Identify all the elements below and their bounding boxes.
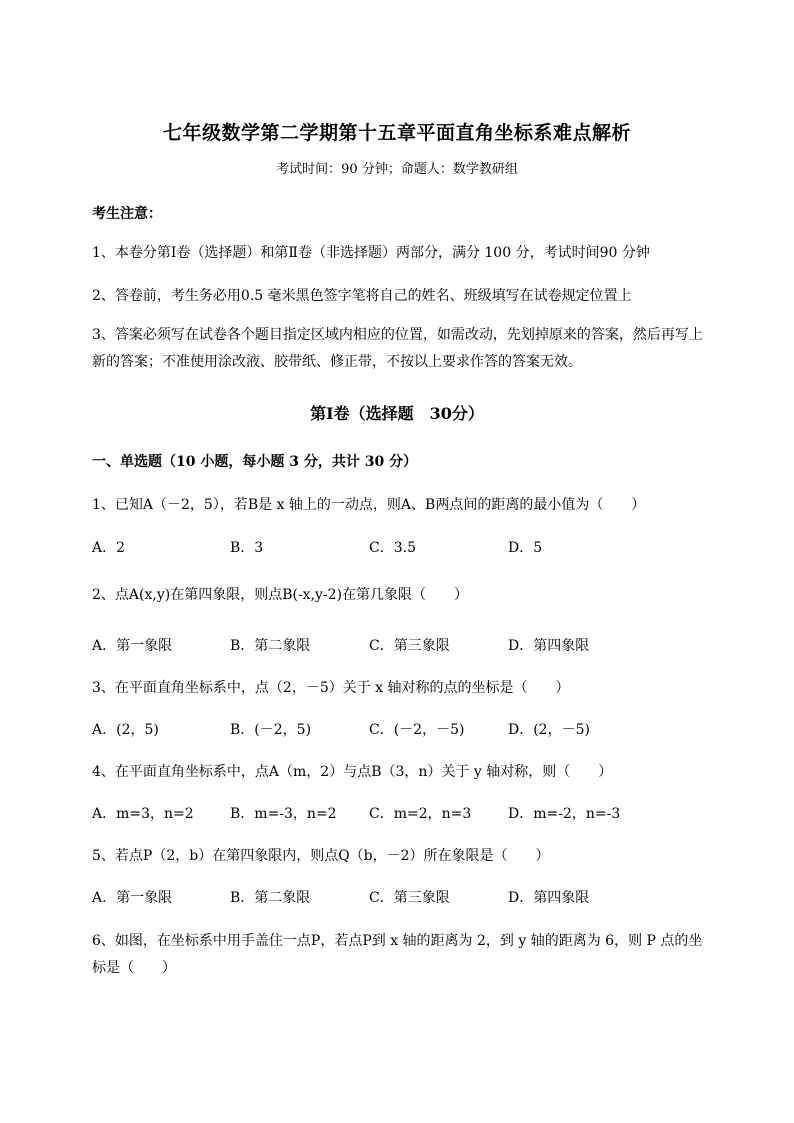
option-b: B．第二象限 <box>230 638 311 654</box>
option-b: B．3 <box>230 540 264 556</box>
question-stem: 2、点A(x,y)在第四象限，则点B(-x,y-2)在第几象限（ ） <box>92 587 469 603</box>
exam-meta: 考试时间：90 分钟；命题人：数学教研组 <box>276 162 518 177</box>
option-a: A．第一象限 <box>92 638 173 654</box>
option-d: D．m=-2，n=-3 <box>508 806 621 822</box>
option-c: C．第三象限 <box>369 890 450 906</box>
option-a: A．第一象限 <box>92 890 173 906</box>
option-c: C．m=2，n=3 <box>369 806 472 822</box>
question-stem: 5、若点P（2，b）在第四象限内，则点Q（b，－2）所在象限是（ ） <box>92 848 550 864</box>
question-stem: 6、如图，在坐标系中用手盖住一点P，若点P到 x 轴的距离为 2，到 y 轴的距离为 6，则 P 点的坐标是（ ） <box>92 933 703 976</box>
part-title: 第Ⅰ卷（选择题 30分） <box>310 404 484 423</box>
page-title: 七年级数学第二学期第十五章平面直角坐标系难点解析 <box>162 122 631 144</box>
option-b: B．(－2，5) <box>230 722 312 738</box>
option-d: D．5 <box>508 540 543 556</box>
question-stem: 3、在平面直角坐标系中，点（2，－5）关于 x 轴对称的点的坐标是（ ） <box>92 680 570 696</box>
option-a: A．2 <box>92 540 126 556</box>
question-stem: 4、在平面直角坐标系中，点A（m，2）与点B（3，n）关于 y 轴对称，则（ ） <box>92 764 613 780</box>
option-c: C．3.5 <box>369 540 416 556</box>
option-d: D．第四象限 <box>508 638 590 654</box>
notice-item: 3、答案必须写在试卷各个题目指定区域内相应的位置，如需改动，先划掉原来的答案，然后再写上新的答案；不准使用涂改液、胶带纸、修正带，不按以上要求作答的答案无效。 <box>92 327 703 370</box>
notice-heading: 考生注意： <box>92 206 162 222</box>
option-d: D．第四象限 <box>508 890 590 906</box>
option-b: B．m=-3，n=2 <box>230 806 337 822</box>
option-d: D．(2，－5) <box>508 722 590 738</box>
option-a: A．m=3，n=2 <box>92 806 194 822</box>
notice-item: 2、答卷前，考生务必用0.5 毫米黑色签字笔将自己的姓名、班级填写在试卷规定位置上 <box>92 288 632 304</box>
notice-item: 1、本卷分第Ⅰ卷（选择题）和第Ⅱ卷（非选择题）两部分，满分 100 分，考试时间90 分钟 <box>92 245 650 261</box>
option-a: A．(2，5) <box>92 722 159 738</box>
section-heading: 一、单选题（10 小题，每小题 3 分，共计 30 分） <box>92 454 418 470</box>
option-b: B．第二象限 <box>230 890 311 906</box>
option-c: C．第三象限 <box>369 638 450 654</box>
option-c: C．(－2，－5) <box>369 722 465 738</box>
question-stem: 1、已知A（－2，5），若B是 x 轴上的一动点，则A、B两点间的距离的最小值为（ ） <box>92 497 646 513</box>
